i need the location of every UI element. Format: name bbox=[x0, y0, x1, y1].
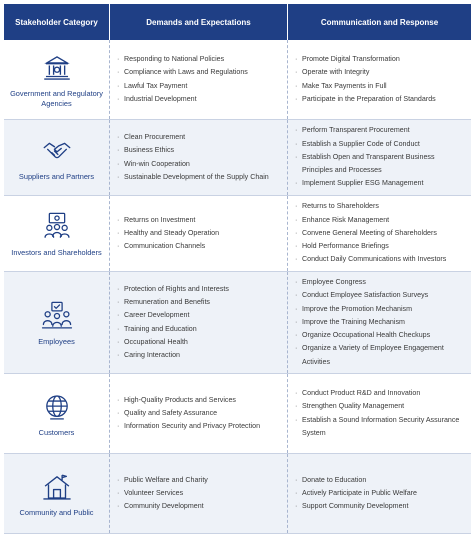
list-item: · Implement Supplier ESG Management bbox=[295, 177, 465, 190]
list-item: · Responding to National Policies bbox=[117, 53, 281, 66]
list-item: · Perform Transparent Procurement bbox=[295, 124, 465, 137]
demands-cell bbox=[110, 454, 288, 533]
list-item: · Hold Performance Briefings bbox=[295, 240, 465, 253]
list-item: · Healthy and Steady Operation bbox=[117, 227, 281, 240]
category-cell bbox=[4, 40, 110, 119]
list-item: · Participate in the Preparation of Standards bbox=[295, 93, 465, 106]
list-item: · Conduct Employee Satisfaction Surveys bbox=[295, 289, 465, 302]
list-item: · Establish a Supplier Code of Conduct bbox=[295, 138, 465, 151]
demands-cell bbox=[110, 196, 288, 271]
category-cell bbox=[4, 454, 110, 533]
list-item: · Support Community Development bbox=[295, 500, 465, 513]
table-row bbox=[4, 374, 471, 454]
category-cell bbox=[4, 120, 110, 195]
category-label: Suppliers and Partners bbox=[18, 171, 95, 181]
list-item: · Public Welfare and Charity bbox=[117, 474, 281, 487]
category-label: Investors and Shareholders bbox=[11, 247, 102, 257]
demands-cell bbox=[110, 40, 288, 119]
responses-cell bbox=[288, 272, 471, 373]
list-item: · Operate with Integrity bbox=[295, 66, 465, 79]
table-row bbox=[4, 454, 471, 534]
employees-icon bbox=[40, 299, 74, 333]
demands-cell bbox=[110, 374, 288, 453]
list-item: · Occupational Health bbox=[117, 336, 281, 349]
list-item: · Caring Interaction bbox=[117, 349, 281, 362]
responses-cell bbox=[288, 120, 471, 195]
stakeholder-table bbox=[4, 4, 471, 534]
list-item: · Donate to Education bbox=[295, 474, 465, 487]
list-item: · Returns on Investment bbox=[117, 214, 281, 227]
list-item: · Make Tax Payments in Full bbox=[295, 80, 465, 93]
table-row bbox=[4, 272, 471, 374]
list-item: · Conduct Daily Communications with Investors bbox=[295, 253, 465, 266]
table-row bbox=[4, 120, 471, 196]
list-item: · Information Security and Privacy Protection bbox=[117, 420, 281, 433]
category-cell bbox=[4, 374, 110, 453]
category-label: Customers bbox=[38, 427, 75, 437]
table-row bbox=[4, 196, 471, 272]
community-house-icon bbox=[40, 470, 74, 504]
list-item: · Returns to Shareholders bbox=[295, 200, 465, 213]
list-item: · Sustainable Development of the Supply Chain bbox=[117, 171, 281, 184]
list-item: · Lawful Tax Payment bbox=[117, 80, 281, 93]
header-communication: Communication and Response bbox=[320, 17, 439, 27]
category-cell bbox=[4, 272, 110, 373]
handshake-icon bbox=[40, 134, 74, 168]
list-item: · Enhance Risk Management bbox=[295, 214, 465, 227]
globe-icon bbox=[40, 390, 74, 424]
responses-cell bbox=[288, 374, 471, 453]
list-item: · Organize Occupational Health Checkups bbox=[295, 329, 465, 342]
category-label: Community and Public bbox=[19, 507, 94, 517]
list-item: · Establish a Sound Information Security Assurance System bbox=[295, 414, 465, 441]
list-item: · Industrial Development bbox=[117, 93, 281, 106]
list-item: · Promote Digital Transformation bbox=[295, 53, 465, 66]
list-item: · Protection of Rights and Interests bbox=[117, 283, 281, 296]
list-item: · Compliance with Laws and Regulations bbox=[117, 66, 281, 79]
list-item: · Clean Procurement bbox=[117, 131, 281, 144]
list-item: · Training and Education bbox=[117, 323, 281, 336]
investors-icon bbox=[40, 210, 74, 244]
responses-cell bbox=[288, 40, 471, 119]
list-item: · Win-win Cooperation bbox=[117, 158, 281, 171]
table-row bbox=[4, 40, 471, 120]
list-item: · Establish Open and Transparent Business Principles and Processes bbox=[295, 151, 465, 178]
responses-cell bbox=[288, 454, 471, 533]
list-item: · Conduct Product R&D and Innovation bbox=[295, 387, 465, 400]
list-item: · Convene General Meeting of Shareholders bbox=[295, 227, 465, 240]
list-item: · Career Development bbox=[117, 309, 281, 322]
list-item: · High-Quality Products and Services bbox=[117, 394, 281, 407]
category-label: Government and Regulatory Agencies bbox=[10, 88, 103, 108]
header-stakeholder-category: Stakeholder Category bbox=[4, 4, 110, 40]
list-item: · Business Ethics bbox=[117, 144, 281, 157]
responses-cell bbox=[288, 196, 471, 271]
list-item: · Community Development bbox=[117, 500, 281, 513]
category-cell bbox=[4, 196, 110, 271]
list-item: · Volunteer Services bbox=[117, 487, 281, 500]
list-item: · Organize a Variety of Employee Engagement Activities bbox=[295, 342, 465, 369]
list-item: · Remuneration and Benefits bbox=[117, 296, 281, 309]
government-building-icon bbox=[40, 51, 74, 85]
list-item: · Actively Participate in Public Welfare bbox=[295, 487, 465, 500]
list-item: · Strengthen Quality Management bbox=[295, 400, 465, 413]
list-item: · Quality and Safety Assurance bbox=[117, 407, 281, 420]
table-header bbox=[4, 4, 471, 40]
list-item: · Improve the Promotion Mechanism bbox=[295, 303, 465, 316]
list-item: · Communication Channels bbox=[117, 240, 281, 253]
demands-cell bbox=[110, 120, 288, 195]
list-item: · Improve the Training Mechanism bbox=[295, 316, 465, 329]
demands-cell bbox=[110, 272, 288, 373]
list-item: · Employee Congress bbox=[295, 276, 465, 289]
category-label: Employees bbox=[38, 336, 75, 346]
header-demands: Demands and Expectations bbox=[110, 4, 288, 40]
